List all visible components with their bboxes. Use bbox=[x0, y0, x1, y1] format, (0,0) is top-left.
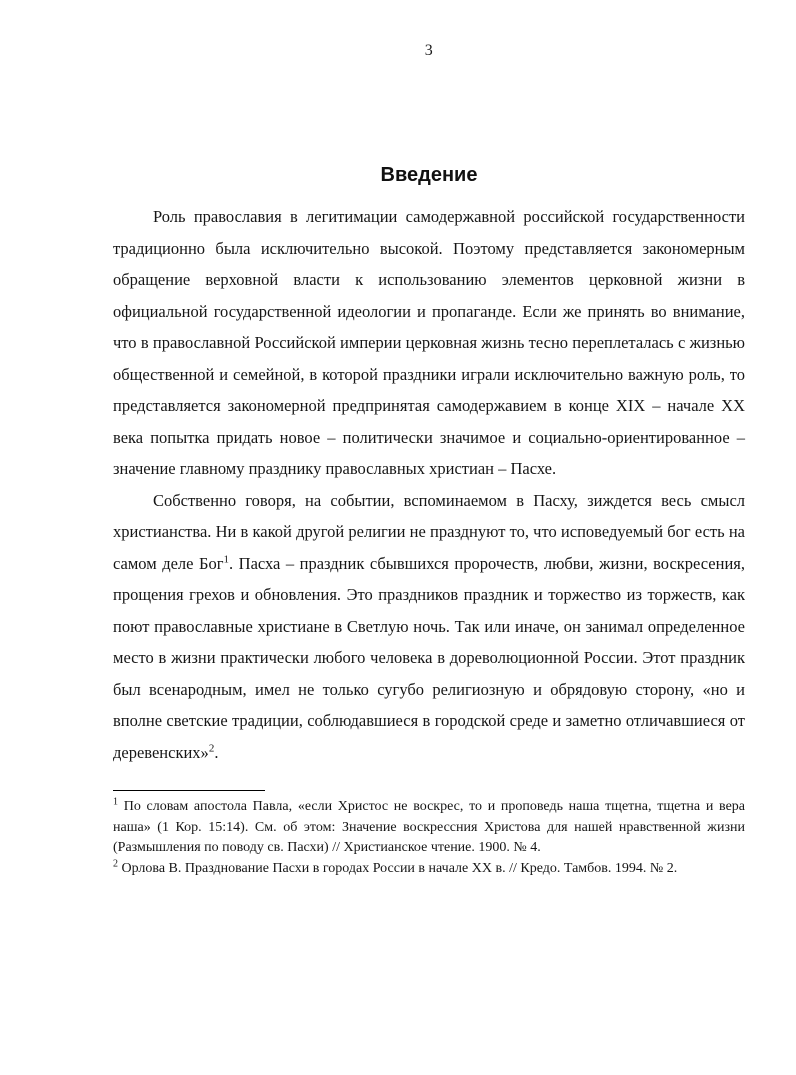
paragraph-text: . Пасха – праздник сбывшихся пророчеств, любви, жизни, воскресения, прощения грехов и обновления. Это праздников праздник и торжество из торжеств, как поют православные христиане в Светлую ночь. Так или иначе, он занимал определенное место в жизни практически любого человека в дореволюционной России. Этот праздник был всенародным, имел не только сугубо религиозную и обрядовую сторону, «но и вполне светские традиции, соблюдавшиеся в городской среде и заметно отличавшиеся от деревенских» bbox=[113, 553, 746, 762]
footnote-1 bbox=[113, 797, 745, 859]
page-content bbox=[113, 42, 745, 879]
page-number: 3 bbox=[424, 42, 434, 59]
body-text bbox=[113, 201, 745, 768]
footnote-text: Орлова В. Празднование Пасхи в городах России в начале XX в. // Кредо. Тамбов. 1994. № 2. bbox=[118, 860, 678, 876]
paragraph-text: Роль православия в легитимации самодержавной российской государственности традиционно была исключительно высокой. Поэтому представляется закономерным обращение верховной власти к использованию элементов церковной жизни в официальной государственной идеологии и пропаганде. Если же принять во внимание, что в православной Российской империи церковная жизнь тесно переплеталась с жизнью общественной и семейной, в которой праздники играли исключительно важную роль, то представляется закономерной предпринятая самодержавием в конце XIX – начале XX века попытка придать новое – политически значимое и социально-ориентированное – значение главному празднику православных христиан – Пасхе. bbox=[113, 207, 745, 478]
paragraph-text: Собственно говоря, на событии, вспоминаемом в Пасху, зиждется весь смысл христианства. Ни в какой другой религии не празднуют то, что исповедуемый бог есть на самом деле Бог bbox=[113, 490, 745, 573]
footnote-text: По словам апостола Павла, «если Христос не воскрес, то и проповедь наша тщетна, тщетна и вера наша» (1 Кор. 15:14). См. об этом: Значение воскрессния Христова для нашей нравственной жизни (Размышления по поводу св. Пасхи) // Христианское чтение. 1900. № 4. bbox=[113, 799, 745, 855]
document-title: Введение bbox=[380, 164, 478, 186]
footnote-2 bbox=[113, 859, 745, 880]
footnote-separator bbox=[113, 790, 265, 791]
paragraph-text: . bbox=[214, 742, 219, 762]
footnote-ref-2: 2 bbox=[208, 742, 215, 754]
footnote-marker: 1 bbox=[113, 796, 118, 808]
intro-paragraph-1 bbox=[113, 201, 745, 485]
footnote-ref-1: 1 bbox=[223, 553, 229, 565]
footnote-marker: 2 bbox=[113, 857, 118, 869]
intro-paragraph-2 bbox=[113, 485, 745, 769]
footnote-area bbox=[113, 790, 745, 879]
